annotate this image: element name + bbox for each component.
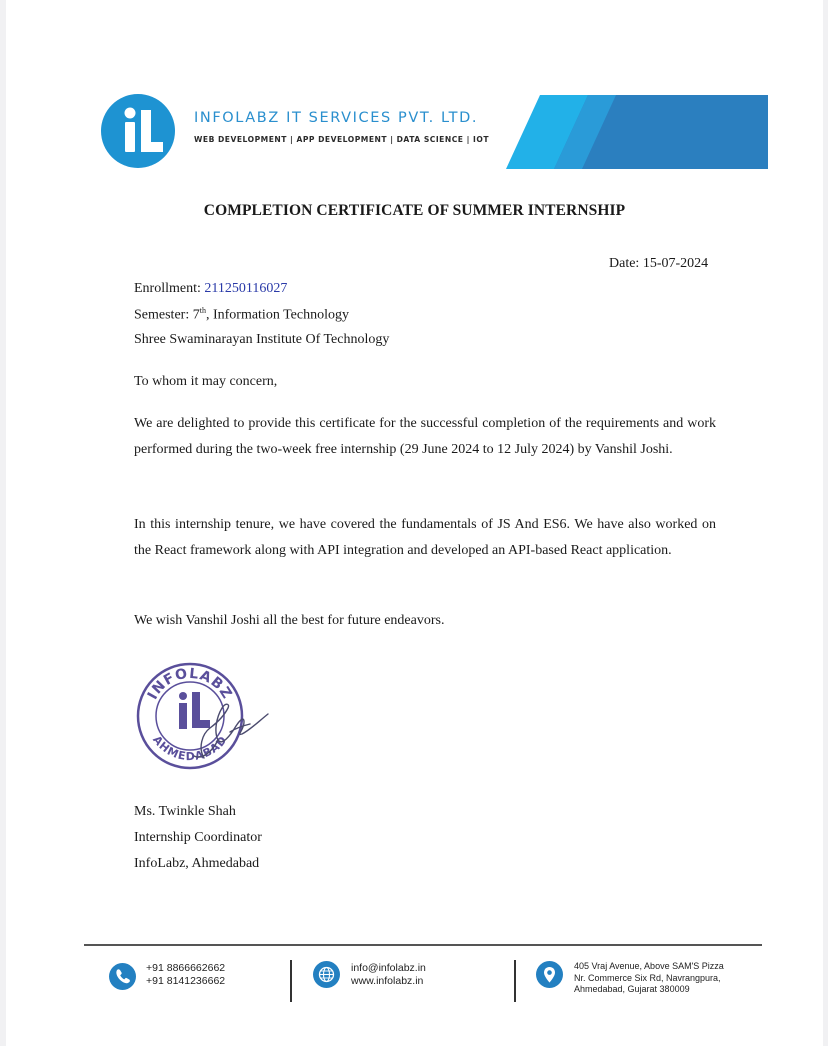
semester-suffix: , Information Technology: [205, 307, 349, 323]
company-tagline: WEB DEVELOPMENT | APP DEVELOPMENT | DATA SCIENCE | IOT: [194, 135, 490, 144]
company-logo: [101, 94, 175, 168]
signatory-role: Internship Coordinator: [134, 830, 262, 845]
company-stamp: [132, 656, 282, 776]
enrollment-value: 211250116027: [204, 281, 288, 296]
svg-text:INFOLABZ: [145, 666, 235, 703]
footer-divider: [84, 944, 762, 946]
enrollment-line: [134, 281, 287, 297]
stamp-text-top: INFOLABZ: [144, 665, 236, 703]
website-link[interactable]: www.infolabz.in: [351, 974, 424, 987]
institute-name: Shree Swaminarayan Institute Of Technology: [134, 332, 390, 347]
address-line-3: Ahmedabad, Gujarat 380009: [574, 984, 690, 994]
signatory-org: InfoLabz, Ahmedabad: [134, 856, 260, 871]
semester-prefix: Semester: 7: [134, 307, 200, 323]
stamp-text-bottom: AHMEDABAD: [150, 733, 230, 764]
footer-separator: [290, 960, 292, 1002]
certificate-title: COMPLETION CERTIFICATE OF SUMMER INTERNSHIP: [203, 202, 626, 219]
paragraph-tenure: In this internship tenure, we have covered the fundamentals of JS And ES6. We have also worked on the React framework along with API integration and developed an API-based React application.: [134, 517, 716, 558]
footer-separator: [514, 960, 516, 1002]
footer-contacts: [351, 962, 426, 987]
signatory-name: Ms. Twinkle Shah: [134, 804, 236, 819]
address-line-2: Nr. Commerce Six Rd, Navrangpura,: [574, 972, 721, 983]
phone-number-2[interactable]: +91 8141236662: [146, 974, 226, 987]
footer-address: [574, 961, 724, 996]
phone-icon: [109, 963, 136, 990]
footer-phones: [146, 962, 225, 987]
closing-wish: We wish Vanshil Joshi all the best for future endeavors.: [134, 613, 445, 628]
issue-date: Date: 15-07-2024: [609, 256, 709, 271]
header-band-graphic: [506, 95, 768, 169]
company-name: INFOLABZ IT SERVICES PVT. LTD.: [194, 110, 479, 126]
phone-number-1[interactable]: +91 8866662662: [146, 962, 226, 974]
location-pin-icon: [536, 961, 563, 988]
globe-icon: [313, 961, 340, 988]
logo-mark-icon: [101, 94, 175, 168]
certificate-page: [6, 0, 823, 1046]
address-line-1: 405 Vraj Avenue, Above SAM'S Pizza: [574, 961, 724, 971]
semester-line: [134, 306, 349, 324]
email-link[interactable]: info@infolabz.in: [351, 962, 426, 974]
paragraph-completion: We are delighted to provide this certificate for the successful completion of the requirements and work performed during the two-week free internship (29 June 2024 to 12 July 2024) by Vanshil Joshi.: [134, 416, 716, 457]
salutation: To whom it may concern,: [134, 374, 278, 389]
semester-superscript: th: [199, 306, 206, 315]
enrollment-label: Enrollment:: [134, 281, 205, 296]
